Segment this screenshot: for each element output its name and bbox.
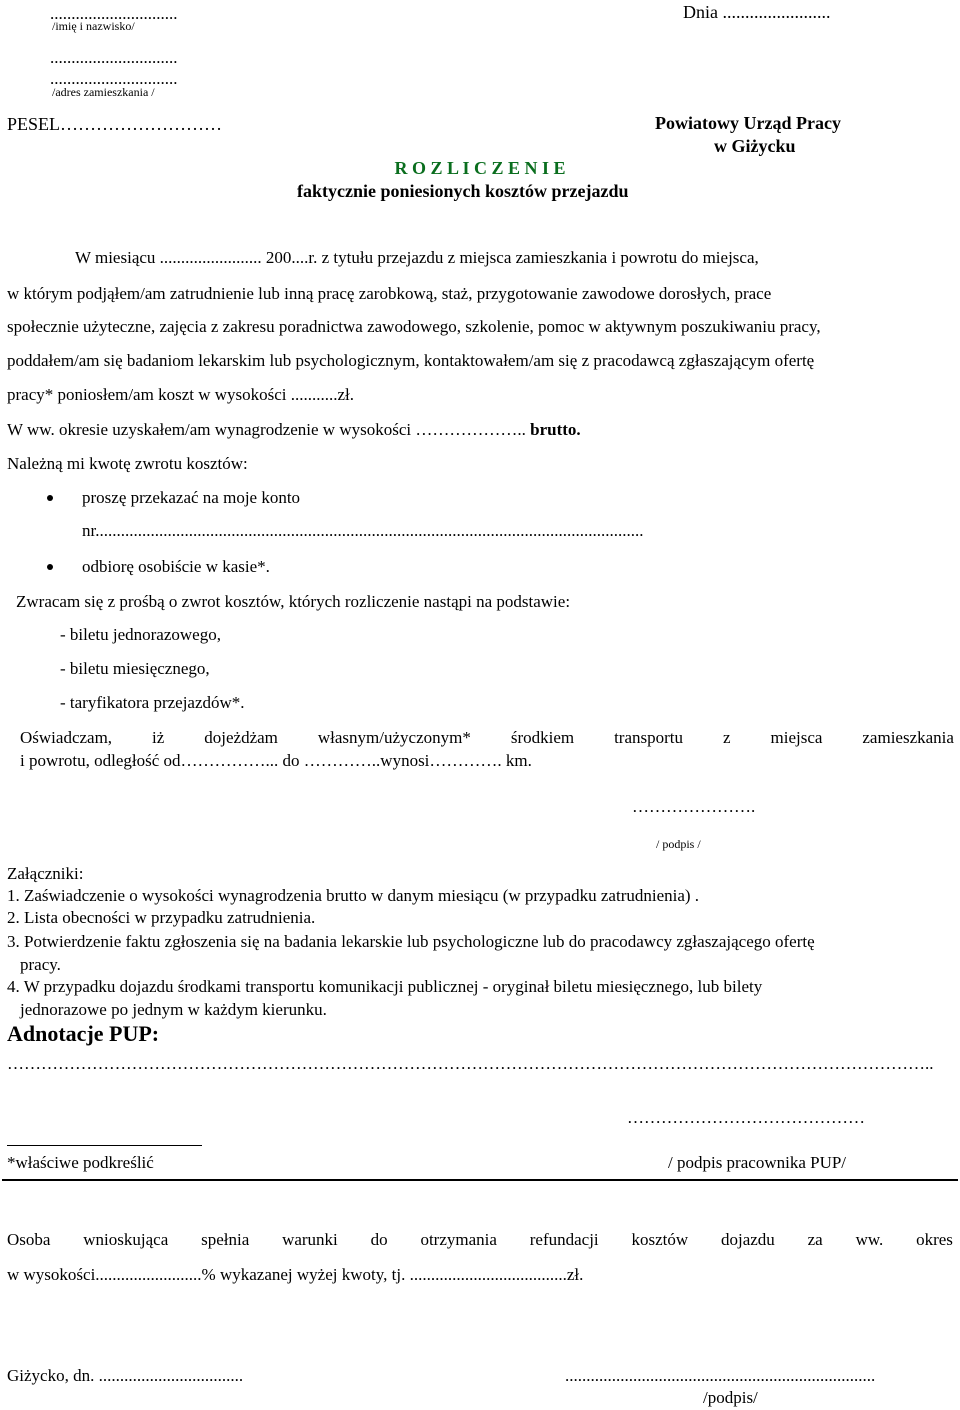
declare-word: dojeżdżam [204,728,278,747]
final-word: za [807,1230,823,1249]
option-single-ticket[interactable]: - biletu jednorazowego, [60,625,221,644]
declaration-line-1 [20,728,954,748]
body-line-2: w którym podjąłem/am zatrudnienie lub inną pracę zarobkową, staż, przygotowanie zawodowe dorosłych, prace [7,284,772,303]
attachment-4-cont: jednorazowe po jednym w każdym kierunku. [20,1000,327,1019]
declare-word: iż [152,728,165,747]
account-number-field[interactable]: nr................................................................................................................................. [82,521,644,540]
date-field[interactable]: Dnia ........................ [683,2,831,22]
pup-worker-label: / podpis pracownika PUP/ [668,1153,847,1172]
declare-word: transportu [614,728,684,747]
final-word: spełnia [201,1230,250,1249]
final-word: wnioskująca [83,1230,169,1249]
final-word: dojazdu [720,1230,775,1249]
option-fare-table[interactable]: - taryfikatora przejazdów*. [60,693,245,712]
body-line-3: społecznie użyteczne, zajęcia z zakresu poradnictwa zawodowego, szkolenie, pomoc w aktywnym poszukiwaniu pracy, [7,317,821,336]
address-dots-2[interactable]: .............................. [50,69,178,88]
name-dots[interactable]: .............................. [50,4,178,23]
declare-word: zamieszkania [862,728,954,747]
cost-field[interactable]: pracy* poniosłem/am koszt w wysokości ...........zł. [7,385,355,404]
final-signature-label: /podpis/ [703,1388,758,1407]
request-text: Zwracam się z prośbą o zwrot kosztów, których rozliczenie nastąpi na podstawie: [16,592,571,611]
refund-percent-field[interactable]: w wysokości.........................% wykazanej wyżej kwoty, tj. .....................................zł. [7,1265,584,1284]
pesel-field[interactable]: PESEL……………………… [7,114,223,134]
salary-line [7,420,581,440]
section-divider [2,1179,958,1181]
footnote: *właściwe podkreślić [7,1153,154,1172]
declare-word: środkiem [510,728,575,747]
final-signature-dots[interactable]: ......................................................................... [565,1366,876,1385]
place-date-field[interactable]: Giżycko, dn. .................................. [7,1366,244,1385]
document-title: R O Z L I C Z E N I E [394,158,566,178]
name-label: /imię i nazwisko/ [52,19,135,33]
body-line-1: W miesiącu ........................ 200....r. z tytułu przejazdu z miejsca zamieszkania i powrotu do miejsca, [75,248,759,267]
signature-label: / podpis / [656,837,701,851]
pup-notes-field[interactable]: ……………………………………………………………………………………………………………………………………………….. [7,1054,934,1073]
bullet-icon [47,495,53,501]
bullet-icon [47,564,53,570]
final-word: otrzymania [420,1230,497,1249]
footnote-rule [7,1145,202,1146]
final-line-1 [7,1230,953,1250]
signature-dots[interactable]: …………………. [632,797,756,816]
address-dots-1[interactable]: .............................. [50,48,178,67]
option-monthly-ticket[interactable]: - biletu miesięcznego, [60,659,210,678]
final-word: okres [916,1230,953,1249]
pup-worker-dots[interactable]: …………………………………… [627,1108,865,1127]
final-word: refundacji [529,1230,599,1249]
final-word: warunki [282,1230,338,1249]
salary-field[interactable]: W ww. okresie uzyskałem/am wynagrodzenie w wysokości ……………….. [7,420,526,439]
final-word: ww. [855,1230,884,1249]
final-word: Osoba [7,1230,51,1249]
attachment-1: 1. Zaświadczenie o wysokości wynagrodzenia brutto w danym miesiącu (w przypadku zatrudnienia) . [7,886,700,905]
declare-word: z [722,728,731,747]
brutto-label: brutto. [530,420,581,439]
declare-word: Oświadczam, [20,728,113,747]
address-label: /adres zamieszkania / [52,85,155,99]
final-word: do [370,1230,388,1249]
attachment-2: 2. Lista obecności w przypadku zatrudnienia. [7,908,316,927]
attachments-heading: Załączniki: [7,864,84,883]
office-city: w Giżycku [714,136,796,156]
option-cash[interactable]: odbiorę osobiście w kasie*. [82,557,270,576]
declare-word[interactable]: własnym/użyczonym* [317,728,471,747]
body-line-4: poddałem/am się badaniom lekarskim lub psychologicznym, kontaktowałem/am się z pracodawcą zgłaszającym ofertę [7,351,815,370]
distance-field[interactable]: i powrotu, odległość od……………... do …………..wynosi…………. km. [20,751,532,770]
document-subtitle: faktycznie poniesionych kosztów przejazdu [297,181,629,201]
office-name: Powiatowy Urząd Pracy [655,113,841,133]
attachment-3-cont: pracy. [20,955,61,974]
attachment-3: 3. Potwierdzenie faktu zgłoszenia się na badania lekarskie lub psychologiczne lub do pracodawcy zgłaszającego ofertę [7,932,815,951]
option-transfer[interactable]: proszę przekazać na moje konto [82,488,301,507]
attachment-4: 4. W przypadku dojazdu środkami transportu komunikacji publicznej - oryginał biletu miesięcznego, lub bilety [7,977,763,996]
pup-heading: Adnotacje PUP: [7,1021,160,1046]
final-word: kosztów [631,1230,689,1249]
declare-word: miejsca [770,728,823,747]
refund-heading: Należną mi kwotę zwrotu kosztów: [7,454,248,473]
